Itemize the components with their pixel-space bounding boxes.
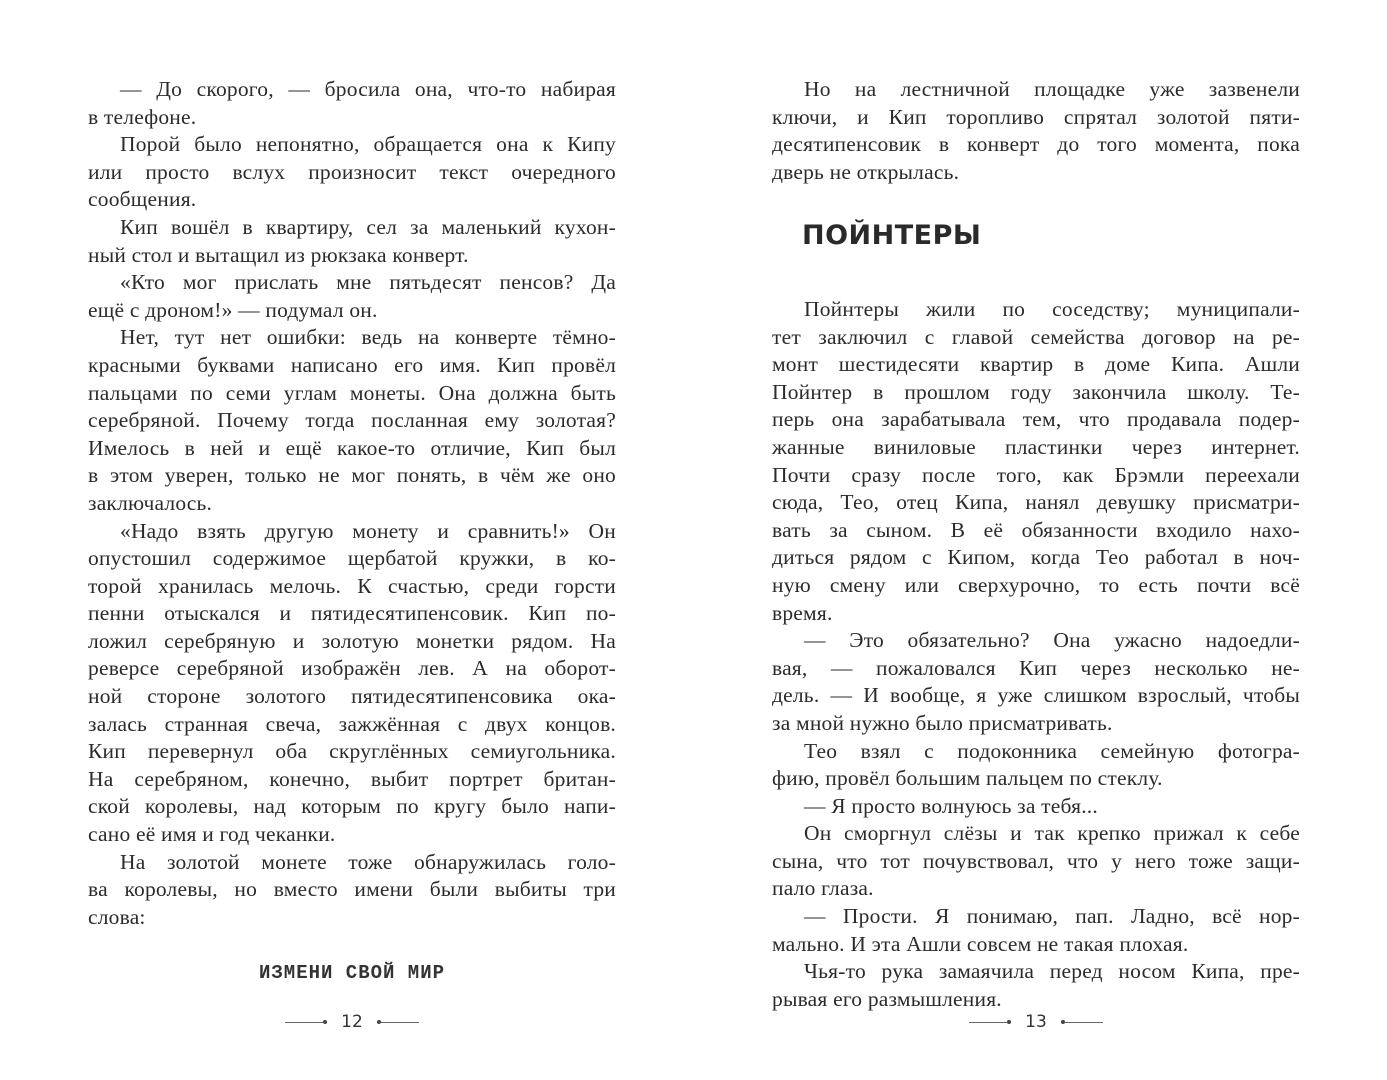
text-line: ещё с дроном!» — подумал он. [88,297,378,322]
text-line: рывая его размышления. [772,986,1002,1011]
text-line: пало глаза. [772,876,874,901]
text-line: ской королевы, над которым по кругу было напи- [88,794,616,819]
text-line: за мной нужно было присматривать. [772,710,1113,735]
text-line: Имелось в ней и ещё какое-то отличие, Кип был [88,435,616,460]
text-line: десятипенсовик в конверт до того момента, пока [772,132,1300,157]
text-line: ную смену или сверхурочно, то есть почти всё [772,572,1300,597]
text-line: пальцами по семи углам монеты. Она должна быть [88,380,616,405]
chapter-title: ПОЙНТЕРЫ [802,220,982,251]
text-line: Нет, тут нет ошибки: ведь на конверте тёмно- [120,325,616,350]
text-line: монт шестидесяти квартир в доме Кипа. Ашли [772,352,1300,377]
text-line: Кип перевернул оба скруглённых семиугольника. [88,739,616,764]
text-line: перь она зарабатывала тем, что продавала подер- [772,407,1300,432]
text-line: Почти сразу после того, как Брэмли переехали [772,462,1300,487]
text-line: Пойнтер в прошлом году закончила школу. Те- [772,379,1300,404]
text-line: время. [772,600,833,625]
text-line: Но на лестничной площадке уже зазвенели [804,77,1300,101]
text-line: сына, что тот почувствовал, что у него тоже защи- [772,848,1300,873]
text-line: ключи, и Кип торопливо спрятал золотой пяти- [772,104,1300,129]
text-line: в телефоне. [88,104,197,129]
text-line: серебряной. Почему тогда посланная ему золотая? [88,408,616,433]
left-page [88,0,616,1080]
text-line: ной стороне золотого пятидесятипенсовика ока- [88,684,616,709]
text-line: На золотой монете тоже обнаружилась голо- [120,849,616,874]
text-line: На серебряном, конечно, выбит портрет британ- [88,766,616,791]
left-page-text [88,76,616,931]
folio-ornament-left-icon [285,1020,327,1024]
page-number-footer [772,1012,1300,1032]
text-line: мально. И эта Ашли совсем не такая плохая. [772,931,1189,956]
text-line: ва королевы, но вместо имени были выбиты три [88,877,616,902]
text-line: Пойнтеры жили по соседству; муниципали- [804,297,1300,321]
right-page [772,0,1300,1080]
text-line: реверсе серебряной изображён лев. А на оборот- [88,656,616,681]
text-line: залась странная свеча, зажжённая с двух концов. [88,711,616,736]
text-line: — Это обязательно? Она ужасно надоедли- [804,628,1300,653]
page-number-footer [88,1012,616,1032]
folio-ornament-left-icon [969,1020,1011,1024]
text-line: тет заключил с главой семейства договор на ре- [772,324,1300,349]
text-line: жанные виниловые пластинки через интернет. [772,434,1300,459]
text-line: вать за сыном. В её обязанности входило нахо- [772,517,1300,542]
text-line: ложил серебряную и золотую монетки рядом. На [88,628,616,653]
text-line: «Кто мог прислать мне пятьдесят пенсов? Да [120,270,616,295]
text-line: фию, провёл большим пальцем по стеклу. [772,766,1163,791]
text-line: — До скорого, — бросила она, что-то набирая [120,77,616,101]
text-line: опустошил содержимое щербатой кружки, в ко- [88,546,616,571]
text-line: вая, — пожаловался Кип через несколько не- [772,655,1300,680]
text-line: Он сморгнул слёзы и так крепко прижал к себе [804,821,1300,846]
text-line: Тео взял с подоконника семейную фотогра- [804,738,1300,763]
coin-inscription: ИЗМЕНИ СВОЙ МИР [258,962,446,984]
text-line: заключалось. [88,490,213,515]
text-line: дель. — И вообще, я уже слишком взрослый, чтобы [772,683,1300,708]
text-line: «Надо взять другую монету и сравнить!» Он [120,518,616,543]
page-number: 13 [1025,1012,1047,1032]
text-line: — Я просто волнуюсь за тебя... [804,793,1098,818]
text-line: Кип вошёл в квартиру, сел за маленький кухон- [120,214,616,239]
text-line: сюда, Тео, отец Кипа, нанял девушку присматри- [772,490,1300,515]
folio-ornament-right-icon [1061,1020,1103,1024]
page-number: 12 [341,1012,363,1032]
text-line: диться рядом с Кипом, когда Тео работал в ноч- [772,545,1300,570]
text-line: или просто вслух произносит текст очередного [88,159,616,184]
right-page-text [772,296,1300,1013]
text-line: ный стол и вытащил из рюкзака конверт. [88,242,469,267]
text-line: пенни отыскался и пятидесятипенсовик. Кип по- [88,601,616,626]
folio-ornament-right-icon [377,1020,419,1024]
text-line: торой хранилась мелочь. К счастью, среди горсти [88,573,616,598]
text-line: сано её имя и год чеканки. [88,822,336,847]
text-line: Чья-то рука замаячила перед носом Кипа, пре- [804,959,1300,984]
right-page-top-text [772,76,1300,186]
text-line: слова: [88,904,146,929]
text-line: Порой было непонятно, обращается она к Кипу [120,132,616,157]
text-line: — Прости. Я понимаю, пап. Ладно, всё нор- [804,904,1300,929]
text-line: красными буквами написано его имя. Кип провёл [88,352,616,377]
text-line: в этом уверен, только не мог понять, в чём же оно [88,463,616,488]
text-line: дверь не открылась. [772,159,960,184]
text-line: сообщения. [88,187,197,212]
